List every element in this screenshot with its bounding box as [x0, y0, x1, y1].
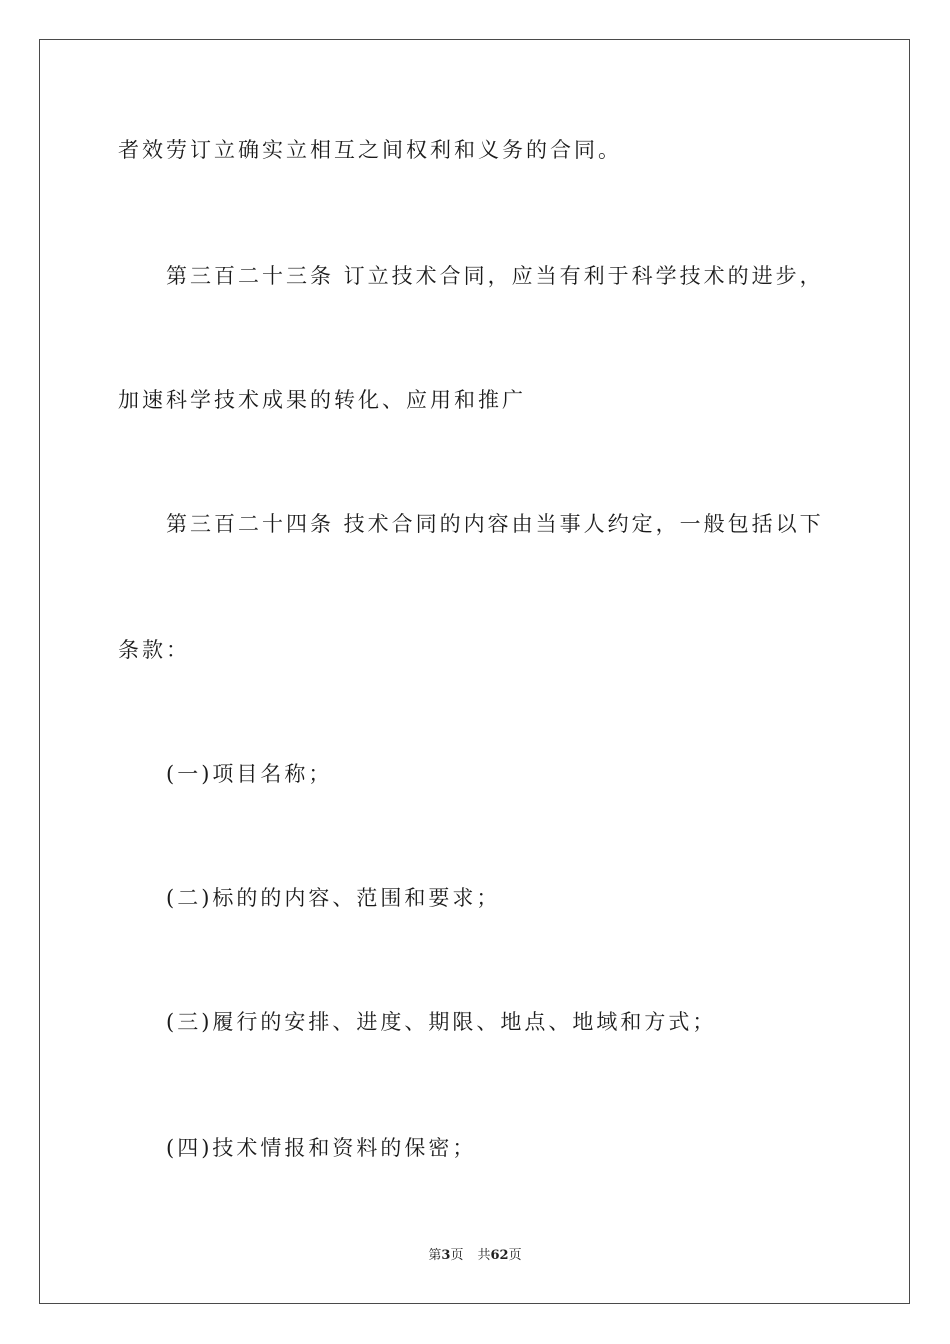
page-footer	[0, 1247, 950, 1265]
page-prefix: 第	[428, 1248, 442, 1263]
page-number: 3	[441, 1248, 451, 1263]
article-323-line-2: 加速科学技术成果的转化、应用和推广	[118, 388, 526, 412]
article-324-line-2: 条款：	[118, 638, 190, 662]
body-text-line: 者效劳订立确实立相互之间权利和义务的合同。	[118, 138, 622, 162]
clause-item-1: (一)项目名称；	[166, 762, 333, 786]
clause-item-2: (二)标的的内容、范围和要求；	[166, 886, 501, 910]
total-pages: 62	[490, 1248, 509, 1263]
clause-item-4: (四)技术情报和资料的保密；	[166, 1136, 477, 1160]
page-suffix: 页	[450, 1248, 464, 1263]
article-323-line-1: 第三百二十三条 订立技术合同，应当有利于科学技术的进步，	[166, 264, 824, 288]
clause-item-3: (三)履行的安排、进度、期限、地点、地域和方式；	[166, 1010, 717, 1034]
total-suffix: 页	[508, 1248, 522, 1263]
total-prefix: 共	[477, 1248, 491, 1263]
page-border	[39, 39, 910, 1304]
article-324-line-1: 第三百二十四条 技术合同的内容由当事人约定，一般包括以下	[166, 512, 824, 536]
